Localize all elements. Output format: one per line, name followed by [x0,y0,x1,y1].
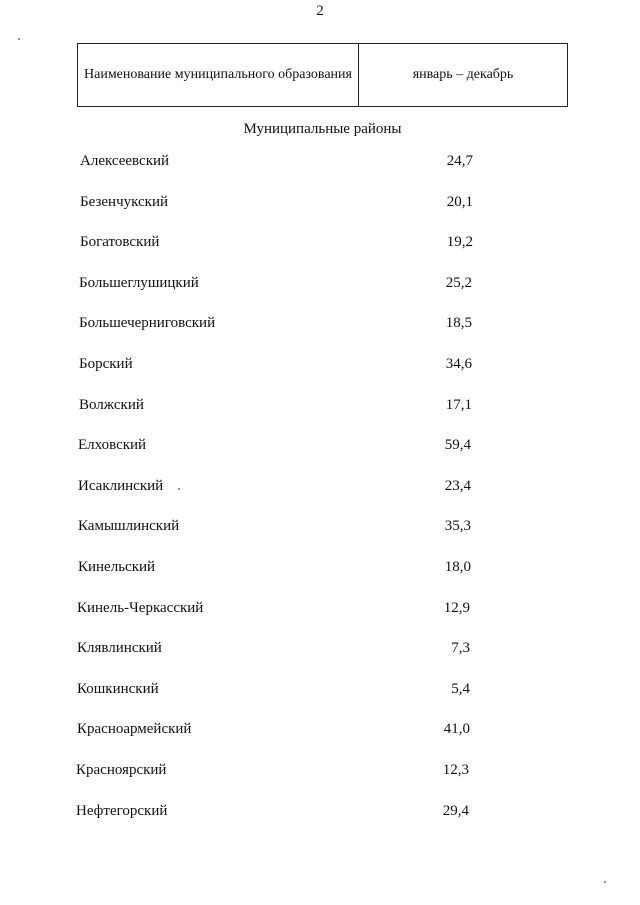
period-value: 25,2 [445,275,472,291]
table-row [0,719,640,739]
scan-speck [604,881,606,883]
municipality-name: Большеглушицкий [79,275,199,291]
table-row [0,151,640,171]
period-value: 20,1 [446,194,473,210]
table-row [0,232,640,252]
header-period: январь – декабрь [359,44,568,107]
table-row [0,313,640,333]
period-value: 7,3 [451,640,470,656]
period-value: 18,0 [444,559,471,575]
period-value: 24,7 [446,153,473,169]
municipality-name: Красноармейский [77,721,192,737]
period-value: 18,5 [445,315,472,331]
municipality-name: Богатовский [80,234,160,250]
municipality-name: Красноярский [76,762,167,778]
period-value: 5,4 [451,681,470,697]
period-value: 41,0 [443,721,470,737]
table-row [0,801,640,821]
header-row [78,44,568,107]
period-value: 19,2 [446,234,473,250]
period-value: 17,1 [445,397,472,413]
table-row [0,354,640,374]
municipality-name: Нефтегорский [76,803,168,819]
municipality-name: Кошкинский [77,681,159,697]
period-value: 59,4 [444,437,471,453]
period-value: 12,9 [443,600,470,616]
municipality-name: Елховский [78,437,147,453]
municipality-name: Кинель-Черкасский [77,600,204,616]
period-value: 23,4 [444,478,471,494]
table-row [0,476,640,496]
municipality-name: Борский [79,356,133,372]
table-row [0,679,640,699]
municipality-name: Камышлинский [78,518,180,534]
municipality-name: Исаклинский [78,478,164,494]
page-number: 2 [316,3,324,19]
municipality-name: Алексеевский [80,153,170,169]
table-row [0,395,640,415]
municipality-name: Большечерниговский [79,315,216,331]
section-title: Муниципальные районы [243,121,402,137]
municipality-name: Безенчукский [80,194,169,210]
table-row [0,638,640,658]
table-row [0,192,640,212]
municipality-name: Кинельский [78,559,156,575]
table-row [0,557,640,577]
table-row [0,516,640,536]
table-row [0,273,640,293]
scan-speck [18,38,20,40]
table-row [0,435,640,455]
municipality-name: Волжский [79,397,144,413]
period-value: 29,4 [442,803,469,819]
municipality-name: Клявлинский [77,640,162,656]
period-value: 34,6 [445,356,472,372]
period-value: 12,3 [442,762,469,778]
scan-speck [178,488,180,490]
period-value: 35,3 [444,518,471,534]
table-row [0,598,640,618]
header-table [77,43,568,107]
table-row [0,760,640,780]
header-municipality-name: Наименование муниципального образования [78,44,359,107]
